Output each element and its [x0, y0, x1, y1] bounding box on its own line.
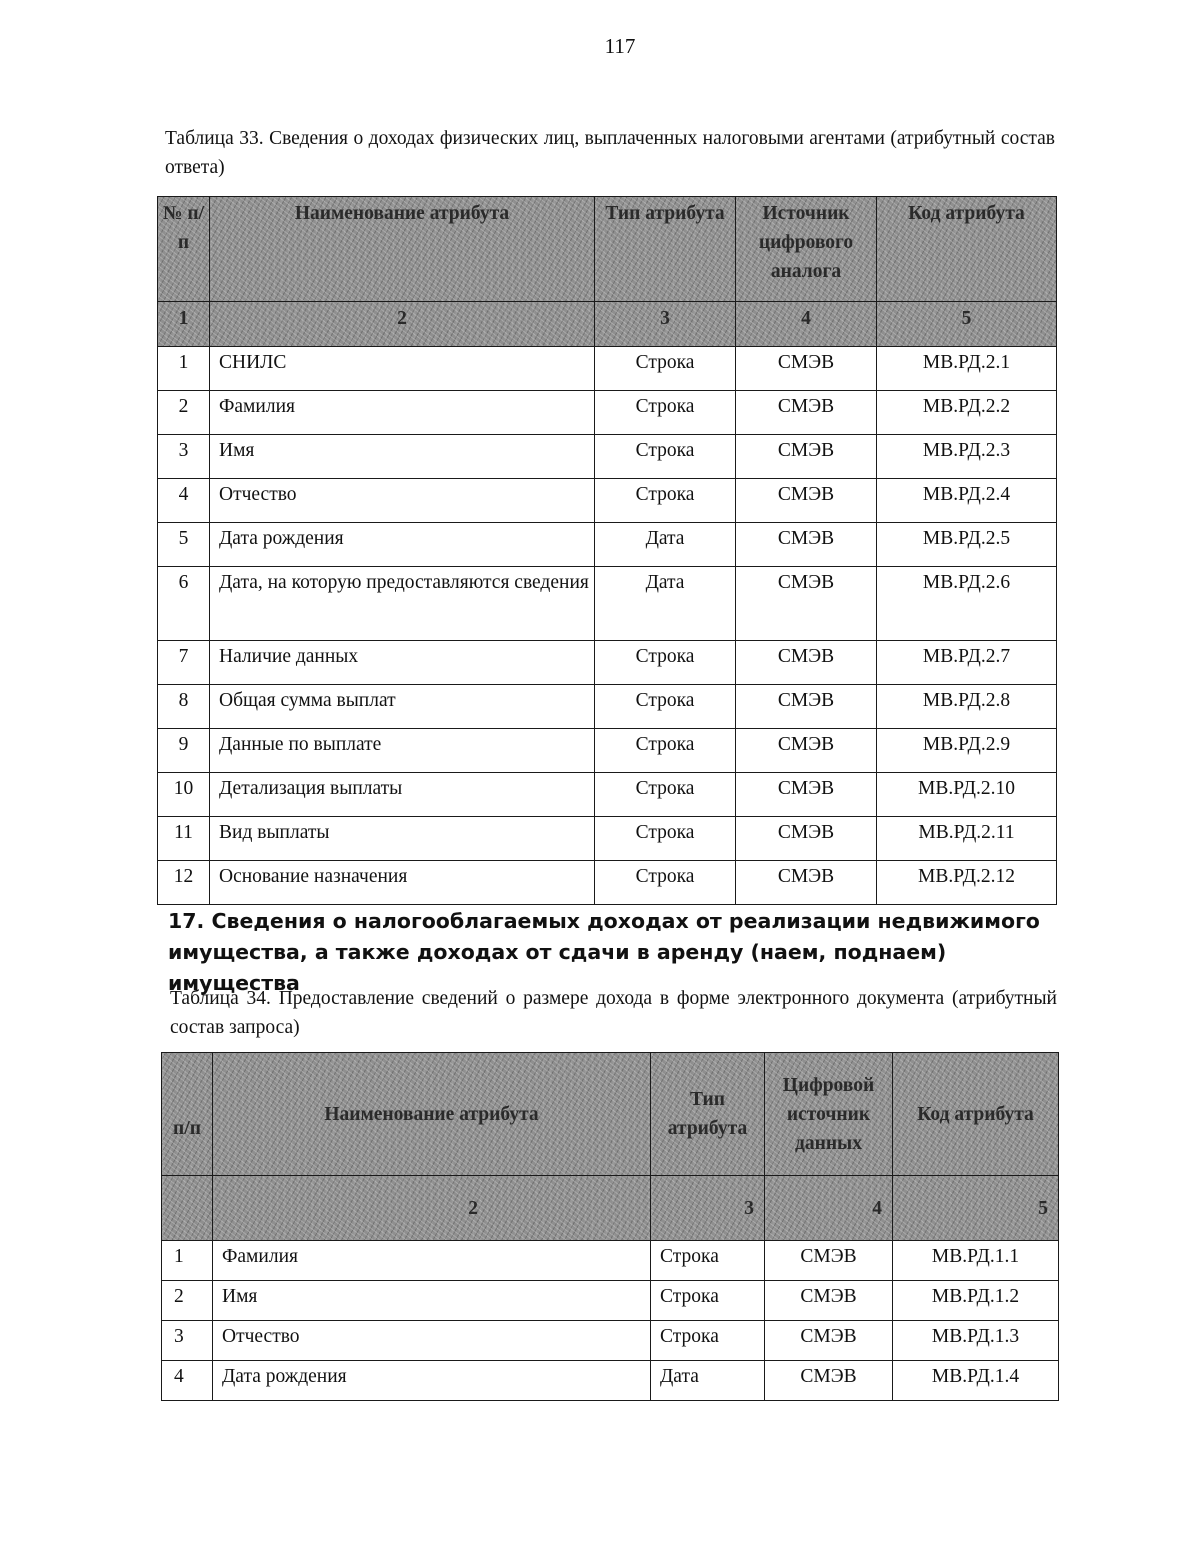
row-number: 9	[158, 729, 210, 773]
attribute-name: Имя	[210, 435, 595, 479]
attribute-name: Отчество	[213, 1321, 651, 1361]
attribute-source: СМЭВ	[736, 685, 877, 729]
table-row	[158, 391, 1057, 435]
table-row	[158, 347, 1057, 391]
attribute-type: Строка	[651, 1241, 765, 1281]
table-row	[158, 435, 1057, 479]
table-row	[162, 1241, 1059, 1281]
attribute-source: СМЭВ	[736, 391, 877, 435]
header-attribute-code: Код атрибута	[877, 197, 1057, 302]
column-number: 3	[595, 302, 736, 347]
attribute-source: СМЭВ	[736, 817, 877, 861]
column-number: 4	[736, 302, 877, 347]
column-number: 3	[651, 1176, 765, 1241]
attribute-code: МВ.РД.2.7	[877, 641, 1057, 685]
table-row	[158, 523, 1057, 567]
table-34-column-numbers-row	[162, 1176, 1059, 1241]
attribute-source: СМЭВ	[736, 523, 877, 567]
attribute-source: СМЭВ	[736, 347, 877, 391]
attribute-code: МВ.РД.2.1	[877, 347, 1057, 391]
attribute-source: СМЭВ	[736, 773, 877, 817]
attribute-source: СМЭВ	[736, 641, 877, 685]
attribute-source: СМЭВ	[765, 1281, 893, 1321]
attribute-name: Детализация выплаты	[210, 773, 595, 817]
table-row	[158, 641, 1057, 685]
row-number: 7	[158, 641, 210, 685]
header-attribute-type: Тип атрибута	[595, 197, 736, 302]
table-34	[161, 1052, 1059, 1401]
attribute-type: Строка	[651, 1281, 765, 1321]
attribute-type: Строка	[595, 817, 736, 861]
attribute-source: СМЭВ	[765, 1321, 893, 1361]
column-number	[162, 1176, 213, 1241]
header-attribute-name: Наименование атрибута	[210, 197, 595, 302]
page-number: 117	[604, 34, 636, 58]
row-number: 1	[158, 347, 210, 391]
attribute-code: МВ.РД.2.9	[877, 729, 1057, 773]
table-33-caption: Таблица 33. Сведения о доходах физических лиц, выплаченных налоговыми агентами (атрибутный состав ответа)	[165, 128, 1055, 178]
attribute-code: МВ.РД.1.4	[893, 1361, 1059, 1401]
attribute-code: МВ.РД.2.10	[877, 773, 1057, 817]
row-number: 4	[162, 1361, 213, 1401]
attribute-code: МВ.РД.2.8	[877, 685, 1057, 729]
table-row	[158, 817, 1057, 861]
attribute-name: Общая сумма выплат	[210, 685, 595, 729]
column-number: 5	[893, 1176, 1059, 1241]
header-digital-source: Источник цифрового аналога	[736, 197, 877, 302]
attribute-type: Строка	[595, 435, 736, 479]
row-number: 3	[162, 1321, 213, 1361]
attribute-type: Строка	[595, 641, 736, 685]
header-number	[162, 1053, 213, 1176]
column-number: 4	[765, 1176, 893, 1241]
table-row	[158, 729, 1057, 773]
row-number: 4	[158, 479, 210, 523]
attribute-name: Данные по выплате	[210, 729, 595, 773]
attribute-type: Строка	[651, 1321, 765, 1361]
table-34-header-row	[162, 1053, 1059, 1176]
attribute-type: Дата	[595, 523, 736, 567]
column-number: 2	[210, 302, 595, 347]
attribute-type: Дата	[595, 567, 736, 641]
attribute-code: МВ.РД.2.3	[877, 435, 1057, 479]
header-attribute-type: Тип атрибута	[651, 1053, 765, 1176]
row-number: 11	[158, 817, 210, 861]
header-attribute-code: Код атрибута	[893, 1053, 1059, 1176]
attribute-type: Дата	[651, 1361, 765, 1401]
row-number: 2	[162, 1281, 213, 1321]
row-number: 1	[162, 1241, 213, 1281]
attribute-name: Основание назначения	[210, 861, 595, 905]
attribute-name: Фамилия	[210, 391, 595, 435]
attribute-source: СМЭВ	[736, 435, 877, 479]
table-row	[162, 1361, 1059, 1401]
attribute-name: Имя	[213, 1281, 651, 1321]
header-digital-source: Цифровой источник данных	[765, 1053, 893, 1176]
attribute-code: МВ.РД.2.5	[877, 523, 1057, 567]
attribute-source: СМЭВ	[736, 729, 877, 773]
attribute-code: МВ.РД.2.12	[877, 861, 1057, 905]
attribute-code: МВ.РД.2.2	[877, 391, 1057, 435]
attribute-type: Строка	[595, 391, 736, 435]
attribute-type: Строка	[595, 685, 736, 729]
attribute-code: МВ.РД.2.11	[877, 817, 1057, 861]
table-33-header-row	[158, 197, 1057, 302]
section-17-heading: 17. Сведения о налогооблагаемых доходах от реализации недвижимого имущества, а также доходах от сдачи в аренду (наем, поднаем) имущества	[168, 909, 1040, 995]
attribute-name: Фамилия	[213, 1241, 651, 1281]
row-number: 12	[158, 861, 210, 905]
header-attribute-name: Наименование атрибута	[213, 1053, 651, 1176]
attribute-type: Строка	[595, 729, 736, 773]
attribute-source: СМЭВ	[765, 1241, 893, 1281]
row-number: 5	[158, 523, 210, 567]
header-number: № п/п	[158, 197, 210, 302]
attribute-name: СНИЛС	[210, 347, 595, 391]
row-number: 3	[158, 435, 210, 479]
table-row	[158, 685, 1057, 729]
attribute-name: Дата рождения	[213, 1361, 651, 1401]
attribute-code: МВ.РД.1.3	[893, 1321, 1059, 1361]
attribute-code: МВ.РД.2.4	[877, 479, 1057, 523]
table-33-column-numbers-row	[158, 302, 1057, 347]
attribute-type: Строка	[595, 479, 736, 523]
table-row	[162, 1281, 1059, 1321]
table-row	[158, 773, 1057, 817]
attribute-name: Отчество	[210, 479, 595, 523]
attribute-source: СМЭВ	[736, 479, 877, 523]
attribute-code: МВ.РД.1.1	[893, 1241, 1059, 1281]
row-number: 2	[158, 391, 210, 435]
attribute-name: Наличие данных	[210, 641, 595, 685]
row-number: 10	[158, 773, 210, 817]
attribute-source: СМЭВ	[736, 567, 877, 641]
row-number: 6	[158, 567, 210, 641]
table-row	[162, 1321, 1059, 1361]
table-row	[158, 861, 1057, 905]
header-number-label: п/п	[173, 1117, 201, 1139]
attribute-name: Дата, на которую предоставляются сведения	[210, 567, 595, 641]
table-34-caption: Таблица 34. Предоставление сведений о размере дохода в форме электронного документа (атрибутный состав запроса)	[170, 988, 1057, 1038]
table-row	[158, 567, 1057, 641]
table-row	[158, 479, 1057, 523]
attribute-type: Строка	[595, 773, 736, 817]
attribute-source: СМЭВ	[765, 1361, 893, 1401]
column-number: 2	[213, 1176, 651, 1241]
column-number: 1	[158, 302, 210, 347]
attribute-name: Вид выплаты	[210, 817, 595, 861]
attribute-name: Дата рождения	[210, 523, 595, 567]
table-33	[157, 196, 1057, 905]
attribute-type: Строка	[595, 347, 736, 391]
attribute-type: Строка	[595, 861, 736, 905]
column-number: 5	[877, 302, 1057, 347]
row-number: 8	[158, 685, 210, 729]
attribute-code: МВ.РД.1.2	[893, 1281, 1059, 1321]
attribute-code: МВ.РД.2.6	[877, 567, 1057, 641]
attribute-source: СМЭВ	[736, 861, 877, 905]
